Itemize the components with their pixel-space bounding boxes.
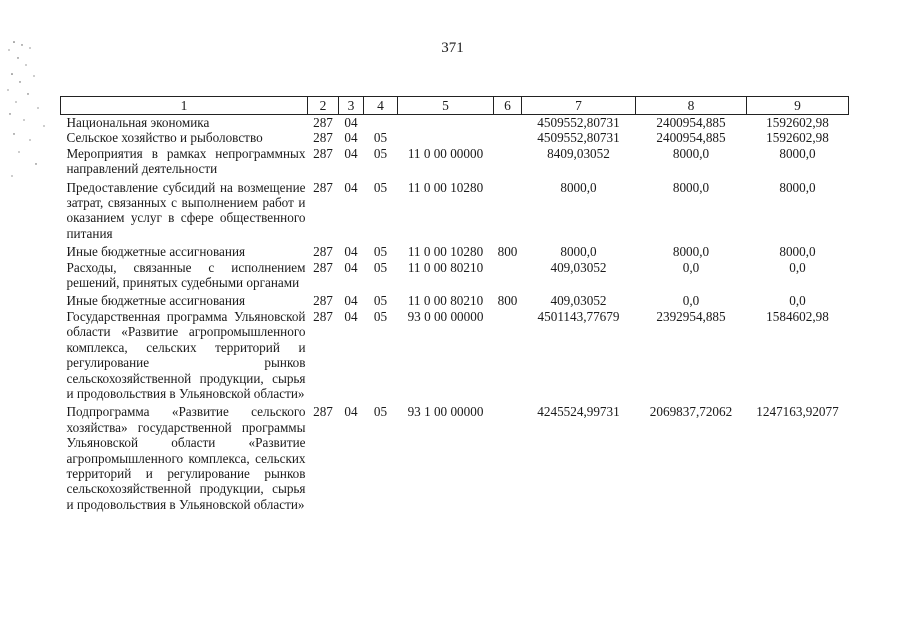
table-row — [61, 309, 849, 404]
target-article-code: 11 0 00 80210 — [407, 259, 484, 275]
row-name: Подпрограмма «Развитие сельского хозяйства» государственной программы Ульяновской области «Развитие агропромышленного комплекса, сельских территорий и регулирование рынков сельскохозяйственной продукции, сырья и продовольствия в Ульяновской области» — [66, 404, 306, 512]
target-article-code: 93 0 00 00000 — [407, 308, 484, 324]
row-name: Национальная экономика — [66, 115, 210, 130]
row-name: Мероприятия в рамках непрограммных направлений деятельности — [66, 145, 306, 177]
expense-type-code — [494, 260, 522, 294]
page-number: 371 — [441, 40, 464, 56]
row-name: Расходы, связанные с исполнением решений, принятых судебными органами — [66, 259, 306, 291]
expense-type-code — [494, 146, 522, 180]
amount-col-7: 4509552,80731 — [537, 115, 620, 130]
target-article-code: 11 0 00 00000 — [407, 145, 484, 161]
subsection-code: 05 — [373, 130, 388, 146]
amount-col-8: 2400954,885 — [656, 115, 726, 130]
amount-col-8: 8000,0 — [672, 145, 710, 161]
amount-col-8: 2069837,72062 — [649, 404, 733, 420]
target-article-code: 11 0 00 10280 — [407, 244, 484, 260]
section-code: 04 — [344, 130, 358, 146]
subsection-code: 05 — [373, 259, 388, 275]
expense-type-code: 800 — [497, 244, 518, 260]
column-header: 9 — [747, 97, 849, 115]
table-row — [61, 130, 849, 145]
section-code: 04 — [344, 293, 358, 309]
row-name: Государственная программа Ульяновской области «Развитие агропромышленного комплекса, сельских территорий и регулирование рынков сельскохозяйственной продукции, сырья и продовольствия в Ульяновской области» — [66, 308, 306, 401]
ministry-code: 287 — [313, 308, 333, 324]
column-header: 6 — [494, 97, 522, 115]
column-header: 2 — [308, 97, 339, 115]
amount-col-9: 1247163,92077 — [756, 404, 839, 420]
ministry-code: 287 — [313, 244, 333, 260]
section-code: 04 — [344, 244, 358, 260]
table-row — [61, 293, 849, 308]
section-code: 04 — [344, 404, 358, 420]
subsection-code: 05 — [373, 308, 388, 324]
column-header: 1 — [61, 97, 308, 115]
expense-type-code — [494, 180, 522, 245]
table-row — [61, 115, 849, 131]
subsection-code — [364, 115, 398, 131]
expense-type-code — [494, 309, 522, 404]
table-row — [61, 260, 849, 294]
expense-type-code: 800 — [497, 293, 518, 309]
ministry-code: 287 — [313, 293, 333, 309]
amount-col-7: 8000,0 — [560, 244, 597, 260]
expense-type-code — [494, 130, 522, 145]
subsection-code: 05 — [373, 145, 388, 161]
amount-col-7: 8409,03052 — [547, 145, 610, 161]
ministry-code: 287 — [313, 259, 333, 275]
amount-col-9: 8000,0 — [779, 244, 816, 260]
ministry-code: 287 — [313, 130, 333, 146]
column-header: 8 — [636, 97, 747, 115]
section-code: 04 — [344, 308, 358, 324]
subsection-code: 05 — [373, 244, 388, 260]
amount-col-7: 409,03052 — [550, 259, 607, 275]
table-row — [61, 146, 849, 180]
ministry-code: 287 — [313, 404, 333, 420]
amount-col-8: 0,0 — [682, 293, 700, 309]
column-header: 4 — [364, 97, 398, 115]
expense-type-code — [494, 115, 522, 131]
ministry-code: 287 — [313, 145, 333, 161]
table-row — [61, 244, 849, 259]
row-name: Предоставление субсидий на возмещение затрат, связанных с выполнением работ и оказанием услуг в сфере общественного питания — [66, 179, 306, 241]
subsection-code: 05 — [373, 404, 388, 420]
amount-col-7: 4509552,80731 — [537, 130, 620, 146]
amount-col-9: 1584602,98 — [766, 308, 829, 324]
amount-col-8: 2400954,885 — [656, 130, 726, 146]
column-header: 5 — [398, 97, 494, 115]
amount-col-9: 0,0 — [789, 259, 806, 275]
amount-col-8: 8000,0 — [672, 179, 710, 195]
amount-col-7: 409,03052 — [550, 293, 607, 309]
amount-col-7: 4245524,99731 — [537, 404, 620, 420]
amount-col-9: 8000,0 — [779, 145, 816, 161]
ministry-code: 287 — [313, 115, 333, 130]
section-code: 04 — [344, 259, 358, 275]
expense-type-code — [494, 404, 522, 512]
amount-col-9: 0,0 — [789, 293, 806, 309]
amount-col-7: 8000,0 — [560, 179, 597, 195]
amount-col-7: 4501143,77679 — [537, 308, 620, 324]
ministry-code: 287 — [313, 179, 333, 195]
amount-col-9: 1592602,98 — [766, 115, 829, 130]
row-name: Иные бюджетные ассигнования — [66, 293, 246, 309]
target-article-code: 93 1 00 00000 — [407, 404, 484, 420]
table-row — [61, 404, 849, 512]
section-code: 04 — [344, 179, 358, 195]
table-row — [61, 180, 849, 245]
amount-col-8: 8000,0 — [672, 244, 710, 260]
subsection-code: 05 — [373, 179, 388, 195]
amount-col-8: 0,0 — [682, 259, 700, 275]
amount-col-8: 2392954,885 — [656, 308, 726, 324]
section-code: 04 — [344, 145, 358, 161]
target-article-code: 11 0 00 80210 — [407, 293, 484, 309]
amount-col-9: 8000,0 — [779, 179, 816, 195]
section-code: 04 — [344, 115, 358, 130]
column-header: 3 — [339, 97, 364, 115]
target-article-code — [398, 130, 494, 145]
budget-table — [60, 96, 849, 512]
header-row — [61, 97, 849, 115]
target-article-code — [398, 115, 494, 131]
column-header: 7 — [522, 97, 636, 115]
row-name: Сельское хозяйство и рыболовство — [66, 130, 263, 146]
target-article-code: 11 0 00 10280 — [407, 179, 484, 195]
subsection-code: 05 — [373, 293, 388, 309]
amount-col-9: 1592602,98 — [766, 130, 829, 146]
row-name: Иные бюджетные ассигнования — [66, 244, 246, 260]
